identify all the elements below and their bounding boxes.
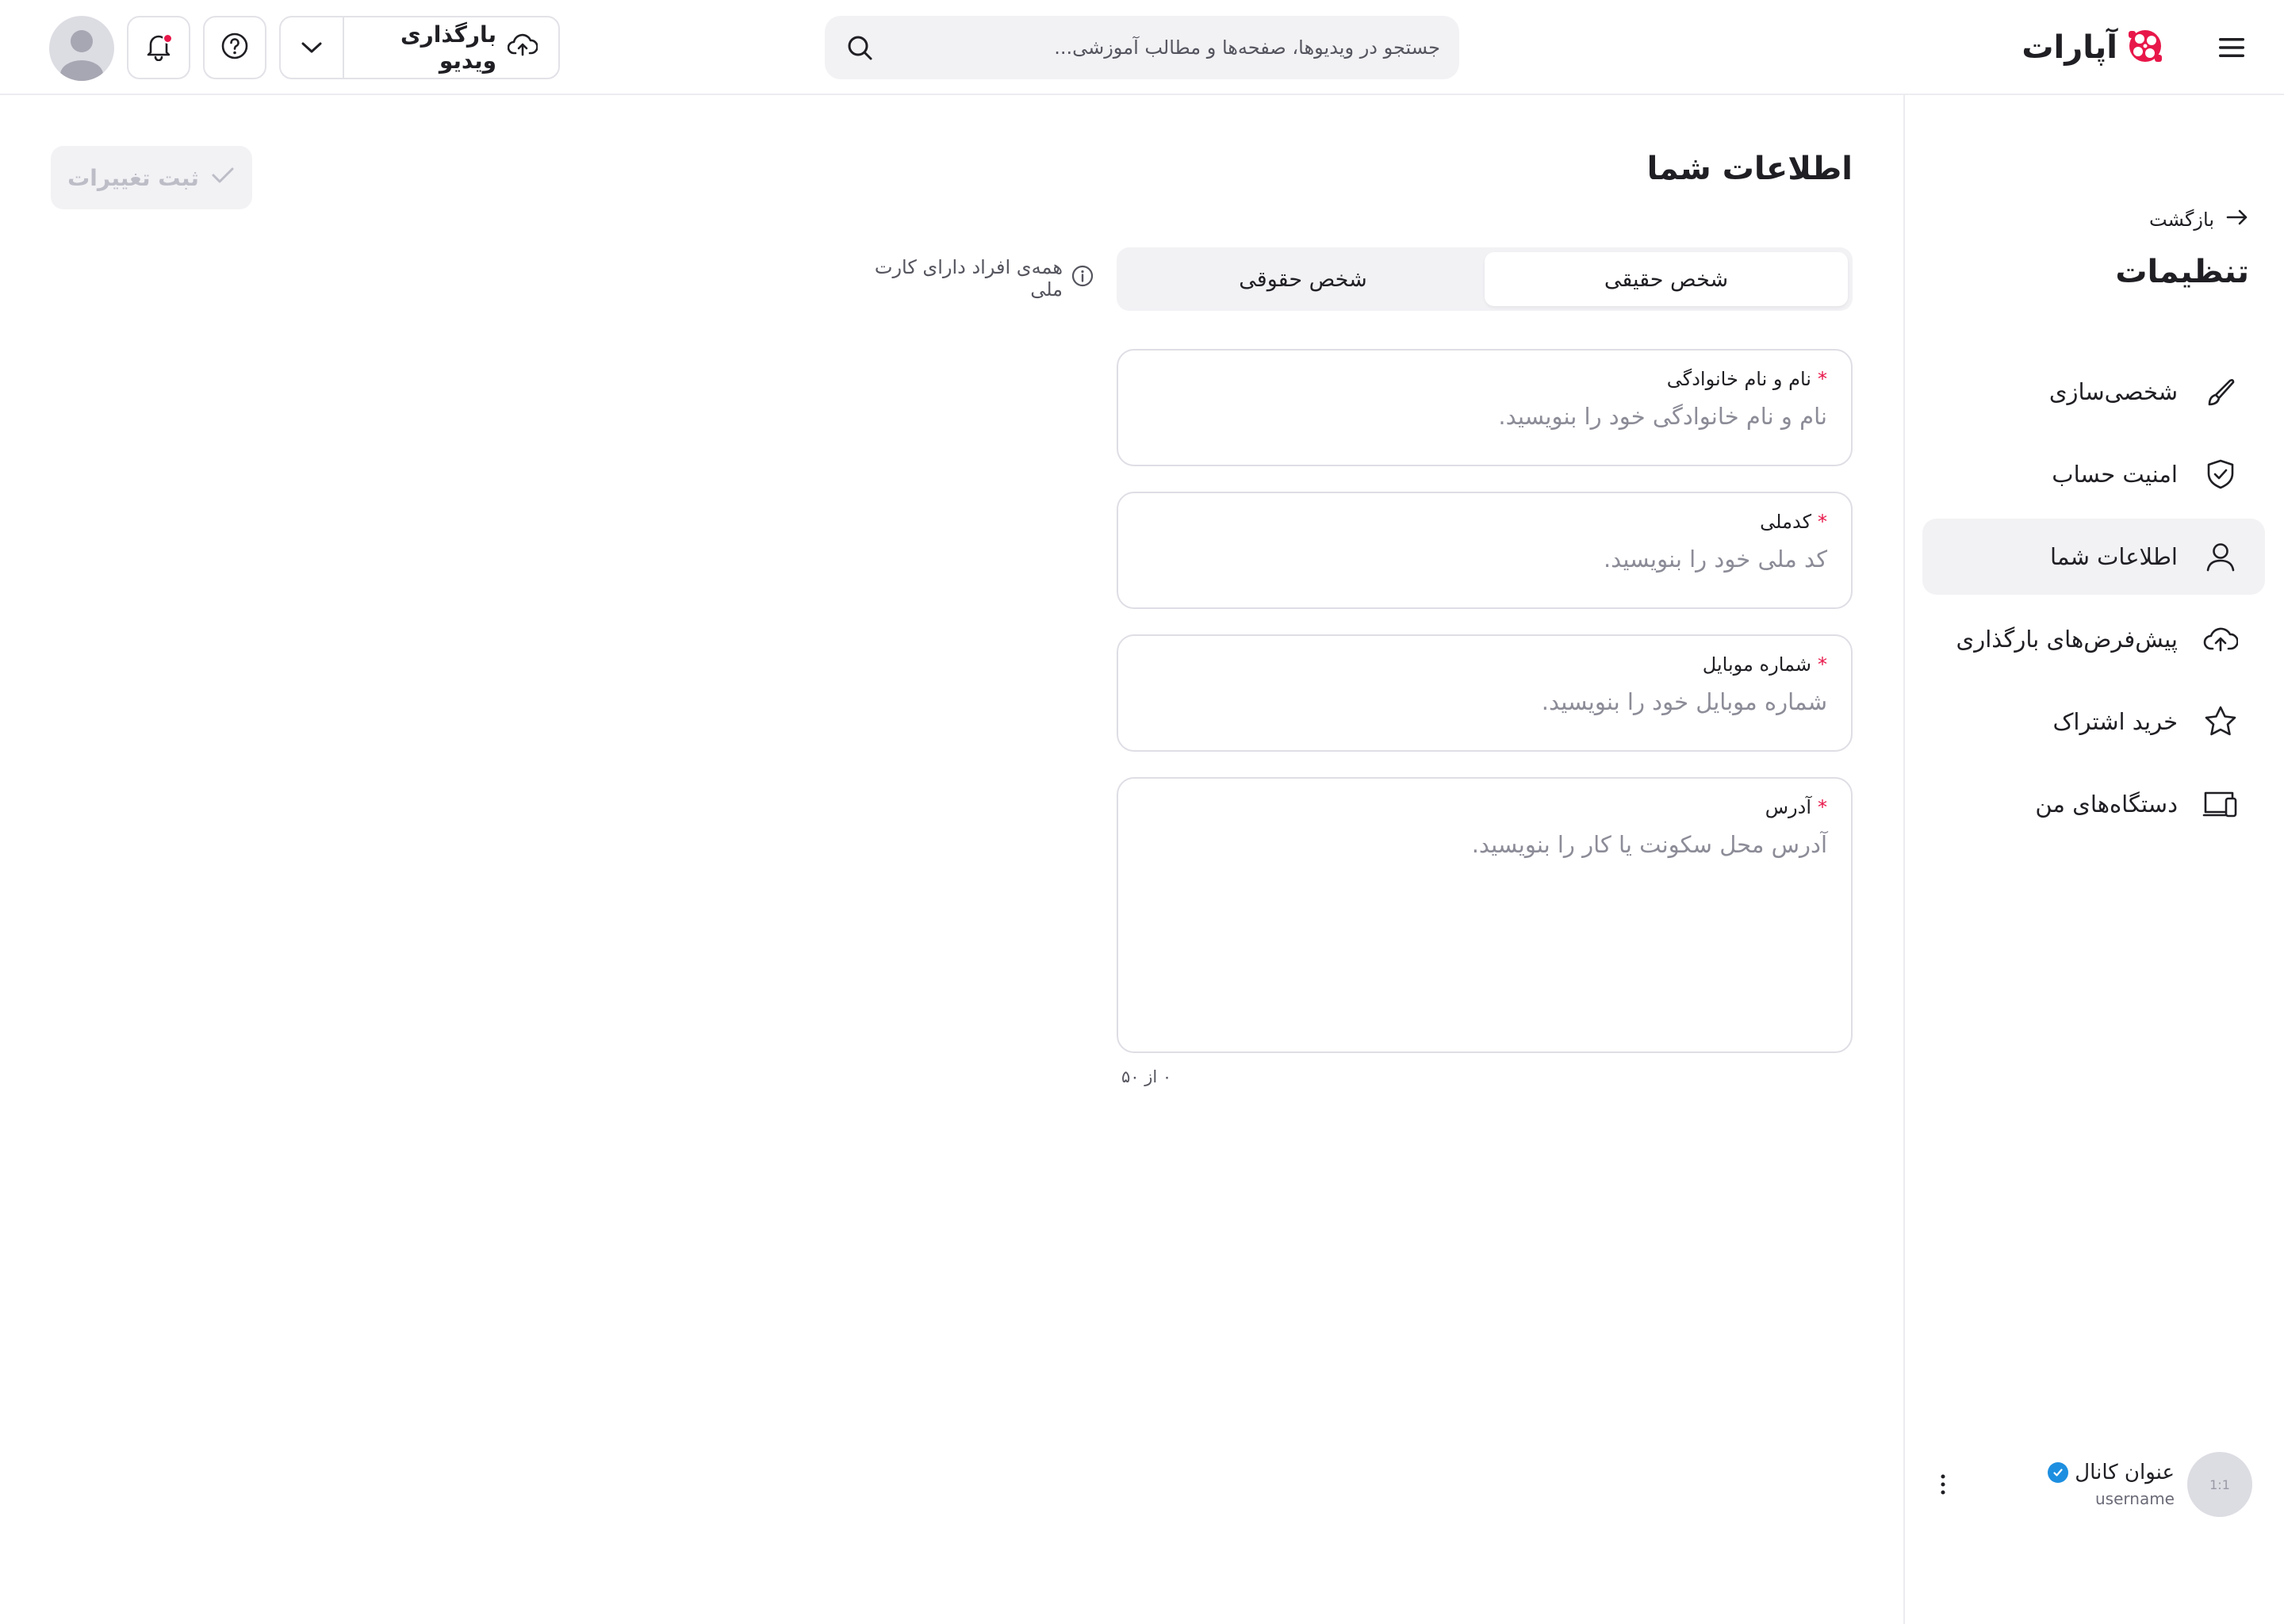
required-mark: * bbox=[1818, 653, 1827, 676]
field-label bbox=[1142, 653, 1827, 676]
settings-title: تنظیمات bbox=[2115, 254, 2249, 290]
aparat-logo[interactable] bbox=[2021, 24, 2165, 71]
shield-check-icon bbox=[2202, 455, 2240, 493]
address-char-counter: ۰ از ۵۰ bbox=[1121, 1067, 1172, 1086]
upload-video-main[interactable] bbox=[344, 17, 558, 78]
required-mark: * bbox=[1818, 796, 1827, 818]
field-label bbox=[1142, 511, 1827, 533]
arrow-right-icon bbox=[2225, 208, 2249, 232]
sidebar-item-security[interactable] bbox=[1922, 436, 2265, 512]
divider bbox=[343, 17, 344, 78]
aparat-logo-icon bbox=[2125, 26, 2165, 69]
search-input[interactable]: جستجو در ویدیوها، صفحه‌ها و مطالب آموزشی... bbox=[1054, 36, 1440, 59]
mobile-field[interactable] bbox=[1117, 634, 1853, 752]
mobile-input[interactable]: شماره موبایل خود را بنویسید. bbox=[1541, 688, 1827, 715]
check-icon bbox=[210, 165, 236, 191]
upload-cloud-icon bbox=[2202, 620, 2240, 658]
channel-name-row bbox=[1972, 1461, 2175, 1484]
save-changes-label: ثبت تغییرات bbox=[67, 164, 199, 191]
top-header bbox=[0, 0, 2284, 95]
brush-icon bbox=[2202, 373, 2240, 411]
sidebar-item-your-info[interactable] bbox=[1922, 519, 2265, 595]
avatar[interactable] bbox=[49, 16, 114, 81]
tab-natural-person[interactable]: شخص حقیقی bbox=[1485, 252, 1848, 306]
back-label: بازگشت bbox=[2149, 209, 2214, 231]
channel-card[interactable] bbox=[1927, 1451, 2252, 1518]
channel-info bbox=[1972, 1461, 2175, 1508]
field-label-text: آدرس bbox=[1765, 796, 1811, 818]
channel-avatar: 1:1 bbox=[2187, 1452, 2252, 1517]
star-icon bbox=[2202, 703, 2240, 741]
search-bar[interactable] bbox=[825, 16, 1459, 79]
sidebar-item-label: پیش‌فرض‌های بارگذاری bbox=[1956, 626, 2178, 653]
channel-username: username bbox=[2095, 1489, 2175, 1508]
sidebar-item-devices[interactable] bbox=[1922, 766, 2265, 842]
help-button[interactable] bbox=[203, 16, 266, 79]
more-vertical-icon[interactable] bbox=[1927, 1461, 1959, 1508]
devices-icon bbox=[2202, 785, 2240, 823]
sidebar-item-label: امنیت حساب bbox=[2052, 461, 2178, 488]
upload-video-label: بارگذاری ویدیو bbox=[400, 21, 496, 74]
field-label bbox=[1142, 796, 1827, 818]
sidebar-item-upload-defaults[interactable] bbox=[1922, 601, 2265, 677]
address-textarea[interactable]: آدرس محل سکونت یا کار را بنویسید. bbox=[1471, 831, 1827, 858]
notifications-button[interactable] bbox=[127, 16, 190, 79]
sidebar-item-personalization[interactable] bbox=[1922, 354, 2265, 430]
tab-legal-person[interactable]: شخص حقوقی bbox=[1239, 266, 1367, 292]
full-name-input[interactable]: نام و نام خانوادگی خود را بنویسید. bbox=[1498, 403, 1827, 430]
info-icon bbox=[1071, 264, 1094, 293]
sidebar-item-subscription[interactable] bbox=[1922, 684, 2265, 760]
info-hint-text: همه‌ی افراد دارای کارت ملی bbox=[874, 256, 1063, 301]
chevron-down-icon[interactable] bbox=[281, 17, 343, 78]
user-icon bbox=[2202, 538, 2240, 576]
settings-sidebar bbox=[1903, 95, 2284, 1624]
field-label-text: شماره موبایل bbox=[1702, 653, 1811, 676]
sidebar-item-label: اطلاعات شما bbox=[2049, 543, 2178, 570]
menu-icon[interactable] bbox=[2213, 29, 2251, 67]
field-label bbox=[1142, 368, 1827, 390]
field-label-text: کدملی bbox=[1760, 511, 1811, 533]
settings-menu bbox=[1922, 354, 2265, 848]
required-mark: * bbox=[1818, 368, 1827, 390]
logo-text: آپارات bbox=[2021, 29, 2117, 66]
save-changes-button[interactable] bbox=[51, 146, 252, 209]
upload-video-button[interactable] bbox=[279, 16, 560, 79]
sidebar-item-label: شخصی‌سازی bbox=[2048, 378, 2178, 405]
info-hint bbox=[856, 256, 1094, 301]
upload-cloud-icon bbox=[508, 33, 538, 63]
sidebar-item-label: خرید اشتراک bbox=[2052, 708, 2178, 735]
person-type-toggle bbox=[1117, 247, 1853, 311]
address-field[interactable] bbox=[1117, 777, 1853, 1053]
help-icon bbox=[220, 32, 249, 63]
search-icon[interactable] bbox=[844, 32, 876, 63]
national-code-field[interactable] bbox=[1117, 492, 1853, 609]
field-label-text: نام و نام خانوادگی bbox=[1666, 368, 1811, 390]
back-link[interactable] bbox=[2149, 208, 2249, 232]
required-mark: * bbox=[1818, 511, 1827, 533]
national-code-input[interactable]: کد ملی خود را بنویسید. bbox=[1603, 546, 1827, 573]
verified-badge-icon bbox=[2048, 1462, 2068, 1483]
channel-name: عنوان کانال bbox=[2075, 1461, 2175, 1484]
page-title: اطلاعات شما bbox=[1646, 151, 1853, 187]
sidebar-item-label: دستگاه‌های من bbox=[2035, 791, 2178, 818]
notification-dot bbox=[163, 33, 173, 44]
full-name-field[interactable] bbox=[1117, 349, 1853, 466]
